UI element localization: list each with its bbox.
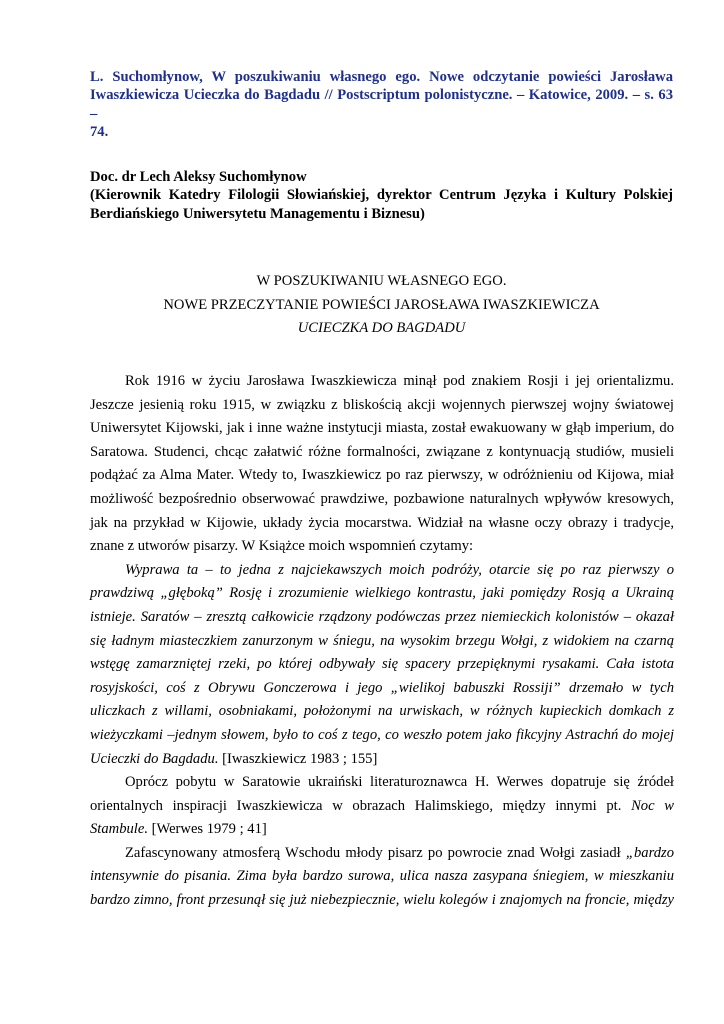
work-title: Stambule.: [90, 821, 148, 838]
article-body: [90, 370, 674, 913]
body-line: Jeszcze jesienią roku 1915, w związku z bliskością akcji wojennych pierwszej wojny światowej: [90, 396, 674, 413]
quote-line: bardzo zimno, front przesunął się już niebezpiecznie, wielu kolegów i znajomych na froncie, między: [90, 892, 674, 909]
author-affiliation-line: Berdiańskiego Uniwersytetu Managementu i Biznesu): [90, 205, 425, 222]
quote-line: istnieje. Saratów – zresztą całkowicie rządzony podówczas przez niemieckich kolonistów – okazał: [90, 608, 674, 625]
quote-line: wieżyczkami –jednym słowem, było to coś z tego, co weszło potem jako fikcyjny Astrachń do mojej: [90, 726, 674, 743]
article-title: [90, 270, 673, 341]
citation-line: Iwaszkiewicza Ucieczka do Bagdadu // Postscriptum polonistyczne. – Katowice, 2009. – s. 63 –: [90, 87, 673, 122]
citation-line: L. Suchomłynow, W poszukiwaniu własnego ego. Nowe odczytanie powieści Jarosława: [90, 69, 673, 85]
paragraph-1: [90, 370, 674, 559]
body-line: Uniwersytet Kijowski, jak i inne ważne instytucji miasta, został ewakuowany w głąb imperium, do: [90, 420, 674, 437]
quote-paragraph: [90, 559, 674, 771]
body-line-text: Zafascynowany atmosferą Wschodu młody pisarz po powrocie znad Wołgi zasiadł: [125, 844, 626, 861]
body-line-with-title: [90, 795, 674, 819]
body-line: znane z utworów pisarzy. W Książce moich wspomnień czytamy:: [90, 538, 474, 555]
body-line: podążać za Alma Mater. Wtedy to, Iwaszkiewicz po raz pierwszy, w odróżnieniu od Kijowa, miał: [90, 467, 674, 484]
body-line-with-ref: [90, 818, 674, 842]
body-line-mixed: [90, 842, 674, 866]
body-line: Oprócz pobytu w Saratowie ukraiński literaturoznawca H. Werwes dopatruje się źródeł: [125, 774, 674, 791]
quote-line: uliczkach z willami, osobniakami, położonymi na urwiskach, w różnych kupieckich domkach z: [90, 703, 674, 720]
title-line: NOWE PRZECZYTANIE POWIEŚCI JAROSŁAWA IWASZKIEWICZA: [163, 296, 600, 313]
quote-line: Ucieczki do Bagdadu.: [90, 750, 219, 767]
paragraph-2: [90, 771, 674, 842]
quote-line: wstęgę zamarzniętej rzeki, po której odbywały się spacery przepięknymi rysakami. Cała istota: [90, 656, 674, 673]
quote-reference: [Iwaszkiewicz 1983 ; 155]: [218, 750, 378, 767]
work-title: Noc w: [631, 797, 674, 814]
author-block: [90, 168, 673, 223]
body-line: możliwość bezpośrednio obserwować prawdziwe, pozbawione naturalnych wpływów kresowych,: [90, 490, 674, 507]
quote-line: prawdziwą „głęboką” Rosję i zrozumienie wielkiego kontrastu, jaki pomiędzy Rosją a Ukrainą: [90, 585, 674, 602]
title-line-italic: UCIECZKA DO BAGDADU: [297, 320, 466, 336]
body-line-text: orientalnych inspiracji Iwaszkiewicza w obrazach Halimskiego, między innymi pt.: [90, 797, 622, 814]
author-affiliation-line: (Kierownik Katedry Filologii Słowiańskiej, dyrektor Centrum Języka i Kultury Polskiej: [90, 187, 673, 204]
bibliographic-citation: [90, 68, 673, 142]
reference: [Werwes 1979 ; 41]: [147, 821, 267, 838]
quote-line: Wyprawa ta – to jedna z najciekawszych moich podróży, otarcie się po raz pierwszy o: [125, 561, 674, 578]
paragraph-3: [90, 842, 674, 913]
author-name: Doc. dr Lech Aleksy Suchomłynow: [90, 169, 307, 185]
citation-line: 74.: [90, 124, 109, 141]
quote-line: intensywnie do pisania. Zima była bardzo surowa, ulica nasza zasypana śniegiem, w mieszkaniu: [90, 868, 674, 885]
body-line: Rok 1916 w życiu Jarosława Iwaszkiewicza minął pod znakiem Rosji i jej orientalizmu.: [125, 373, 674, 389]
body-line: jak na przykład w Kijowie, układy życia mocarstwa. Widział na własne oczy obrazy i tradycje,: [90, 514, 674, 531]
body-line: Saratowa. Studenci, chcąc załatwić różne formalności, związane z kontynuacją studiów, musieli: [90, 443, 674, 460]
title-line: W POSZUKIWANIU WŁASNEGO EGO.: [256, 273, 507, 289]
quote-last-line: [90, 748, 674, 772]
quote-line: rosyjskości, coś z Obrywu Gonczerowa i jego „wielikoj babuszki Rossiji” drzemało w tych: [90, 679, 674, 696]
quote-line: się ładnym miasteczkiem zanurzonym w śniegu, na wysokim brzegu Wołgi, z widokiem na czarną: [90, 632, 674, 649]
quote-start: „bardzo: [625, 844, 674, 861]
